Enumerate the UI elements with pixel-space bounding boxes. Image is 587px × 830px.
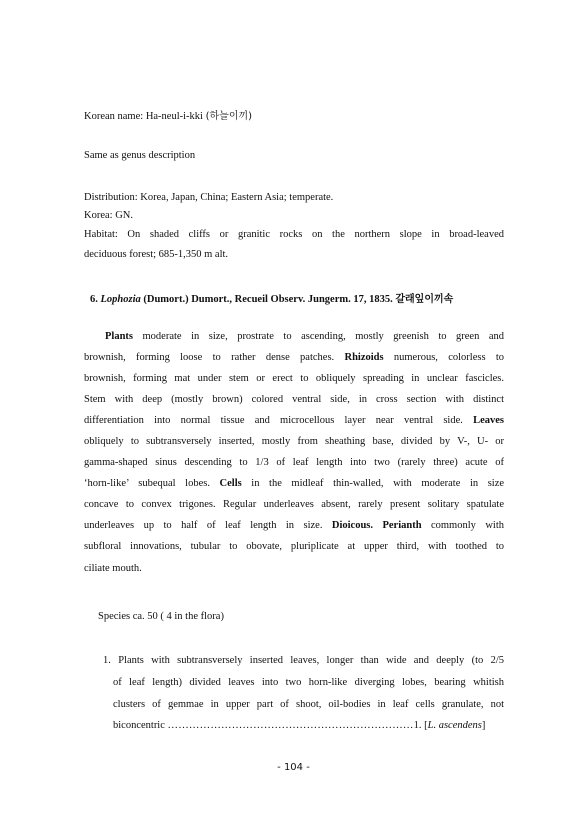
key-text: biconcentric: [113, 720, 165, 731]
page-number: - 104 -: [277, 762, 310, 773]
genus-name: Lophozia: [100, 294, 141, 305]
desc-line-8: [84, 478, 504, 489]
korean-name-hangul: (하늘이끼): [205, 111, 253, 122]
term-rhizoids: Rhizoids: [344, 352, 384, 363]
genus-heading: [90, 290, 453, 305]
habitat-line-2: deciduous forest; 685-1,350 m alt.: [84, 249, 229, 260]
desc-text: moderate in size, prostrate to ascending, mostly greenish to green and: [142, 331, 504, 342]
term-cells: Cells: [219, 478, 242, 489]
genus-authority: (Dumort.) Dumort., Recueil Observ. Jungerm. 17, 1835.: [143, 294, 393, 305]
key-bracket: ]: [481, 720, 486, 731]
term-leaves: Leaves: [473, 415, 505, 426]
species-name: L. ascendens: [427, 720, 482, 731]
desc-line-6: obliquely to subtransversely inserted, mostly from sheathing base, divided by V-, U- or: [84, 436, 504, 447]
desc-line-1: [105, 331, 504, 342]
species-count: Species ca. 50 ( 4 in the flora): [98, 611, 224, 622]
term-dioicous: Dioicous.: [331, 520, 374, 531]
term-plants: Plants: [105, 331, 134, 342]
korean-name-line: [84, 107, 252, 122]
desc-line-9: concave to convex trigones. Regular underleaves absent, rarely present solitary spatulate: [84, 499, 504, 510]
term-perianth: Perianth: [382, 520, 422, 531]
desc-line-12: ciliate mouth.: [84, 563, 142, 574]
leader-dots: ……………………………………………………………: [167, 720, 414, 731]
desc-line-4: Stem with deep (mostly brown) colored ventral side, in cross section with distinct: [84, 394, 504, 405]
key-lead-number: 1. [: [413, 720, 428, 731]
desc-line-5: [84, 415, 504, 426]
key-item-1-line-2: of leaf length) divided leaves into two horn-like diverging lobes, bearing whitish: [113, 677, 504, 688]
desc-line-7: gamma-shaped sinus descending to 1/3 of leaf length into two (rarely three) acute of: [84, 457, 504, 468]
desc-text: numerous, colorless to: [393, 352, 505, 363]
desc-line-3: brownish, forming mat under stem or erect to obliquely spreading in unclear fascicles.: [84, 373, 504, 384]
key-item-1-line-4: [113, 720, 485, 731]
desc-text: differentiation into normal tissue and microcellous layer near ventral side.: [84, 415, 463, 426]
desc-line-11: subfloral innovations, tubular to obovate, pluriplicate at upper third, with toothed to: [84, 541, 504, 552]
key-item-1-line-1: 1. Plants with subtransversely inserted leaves, longer than wide and deeply (to 2/5: [103, 655, 504, 666]
key-item-1-line-3: clusters of gemmae in upper part of shoot, oil-bodies in leaf cells granulate, not: [113, 699, 504, 710]
distribution-line: Distribution: Korea, Japan, China; Eastern Asia; temperate.: [84, 192, 334, 203]
genus-number: 6.: [90, 294, 98, 305]
genus-description-note: Same as genus description: [84, 150, 196, 161]
desc-text: in the midleaf thin-walled, with moderate in size: [251, 478, 505, 489]
habitat-line-1: Habitat: On shaded cliffs or granitic rocks on the northern slope in broad-leaved: [84, 229, 504, 240]
desc-text: commonly with: [430, 520, 504, 531]
korean-name-label: Korean name:: [84, 111, 144, 122]
desc-line-2: [84, 352, 504, 363]
desc-text: brownish, forming loose to rather dense patches.: [84, 352, 335, 363]
desc-text: underleaves up to half of leaf length in size.: [84, 520, 323, 531]
genus-korean-name: 갈래잎이끼속: [395, 294, 454, 305]
korea-line: Korea: GN.: [84, 210, 133, 221]
desc-line-10: [84, 520, 504, 531]
desc-text: ‘horn-like’ subequal lobes.: [84, 478, 210, 489]
korean-name-value: Ha-neul-i-kki: [145, 111, 203, 122]
